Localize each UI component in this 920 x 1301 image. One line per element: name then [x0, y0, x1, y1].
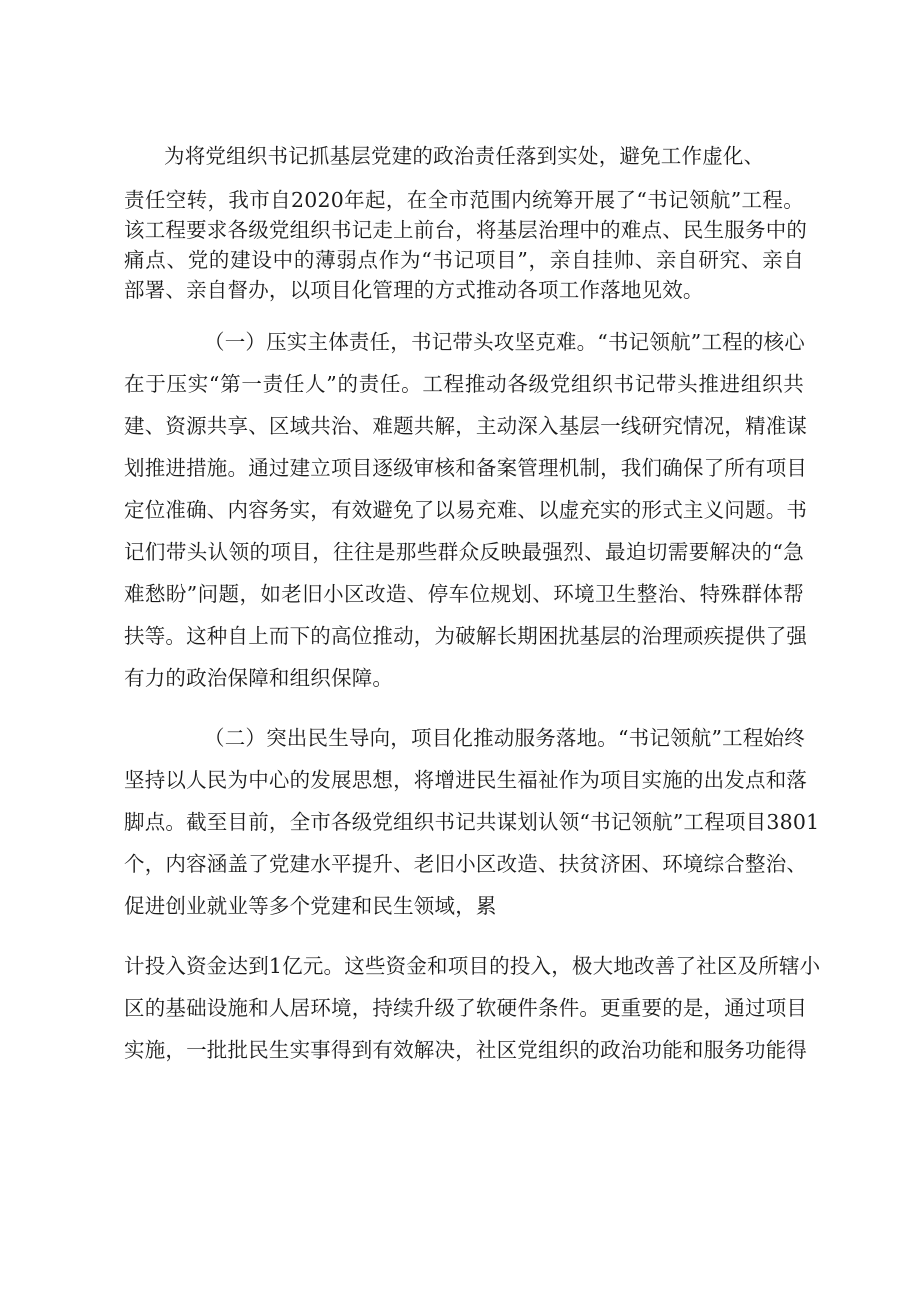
paragraph-2-line-8: 扶等。这种自上而下的高位推动，为破解长期困扰基层的治理顽疾提供了强 [124, 624, 808, 648]
paragraph-1-line-4: 痛点、党的建设中的薄弱点作为“书记项目”，亲自挂帅、亲自研究、亲自 [124, 248, 804, 272]
paragraph-2-line-5: 定位准确、内容务实，有效避免了以易充难、以虚充实的形式主义问题。书 [124, 498, 808, 522]
paragraph-1-line-3: 该工程要求各级党组织书记走上前台，将基层治理中的难点、民生服务中的 [124, 218, 808, 242]
paragraph-4-line-1: 计投入资金达到1亿元。这些资金和项目的投入，极大地改善了社区及所辖小 [124, 954, 821, 978]
paragraph-2-line-3: 建、资源共享、区域共治、难题共解，主动深入基层一线研究情况，精准谋 [124, 414, 808, 438]
paragraph-3-line-1: （二）突出民生导向，项目化推动服务落地。“书记领航”工程始终 [204, 726, 805, 750]
paragraph-1-line-2: 责任空转，我市自2020年起，在全市范围内统筹开展了“书记领航”工程。 [124, 188, 804, 212]
paragraph-2-line-1: （一）压实主体责任，书记带头攻坚克难。“书记领航”工程的核心 [204, 330, 805, 354]
paragraph-1-line-1: 为将党组织书记抓基层党建的政治责任落到实处，避免工作虚化、 [164, 144, 765, 168]
paragraph-2-line-2: 在于压实“第一责任人”的责任。工程推动各级党组织书记带头推进组织共 [124, 372, 804, 396]
paragraph-2-line-6: 记们带头认领的项目，往往是那些群众反映最强烈、最迫切需要解决的“急 [124, 540, 804, 564]
paragraph-3-line-5: 促进创业就业等多个党建和民生领域，累 [124, 894, 497, 918]
paragraph-2-line-4: 划推进措施。通过建立项目逐级审核和备案管理机制，我们确保了所有项目 [124, 456, 808, 480]
paragraph-3-line-4: 个，内容涵盖了党建水平提升、老旧小区改造、扶贫济困、环境综合整治、 [124, 852, 808, 876]
paragraph-3-line-2: 坚持以人民为中心的发展思想，将增进民生福祉作为项目实施的出发点和落 [124, 768, 808, 792]
paragraph-2-line-7: 难愁盼”问题，如老旧小区改造、停车位规划、环境卫生整治、特殊群体帮 [124, 582, 804, 606]
paragraph-2-line-9: 有力的政治保障和组织保障。 [124, 666, 394, 690]
paragraph-1-line-5: 部署、亲自督办，以项目化管理的方式推动各项工作落地见效。 [124, 278, 704, 302]
paragraph-3-line-3: 脚点。截至目前，全市各级党组织书记共谋划认领“书记领航”工程项目3801 [124, 810, 820, 834]
paragraph-4-line-2: 区的基础设施和人居环境，持续升级了软硬件条件。更重要的是，通过项目 [124, 996, 808, 1020]
paragraph-4-line-3: 实施，一批批民生实事得到有效解决，社区党组织的政治功能和服务功能得 [124, 1038, 808, 1062]
